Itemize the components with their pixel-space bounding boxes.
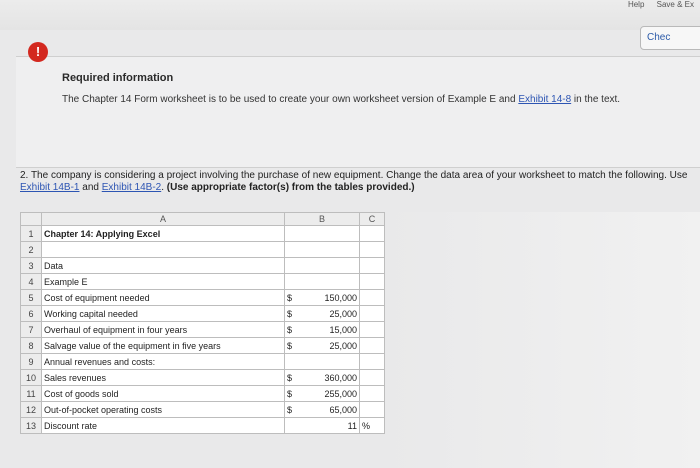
sheet-side-area <box>386 212 700 468</box>
question-text <box>20 170 700 194</box>
cell-b4[interactable] <box>285 274 360 290</box>
dollar-sign: $ <box>287 324 293 335</box>
cell-c8[interactable] <box>360 338 385 354</box>
question-instruction: (Use appropriate factor(s) from the tables provided.) <box>166 182 415 193</box>
cell-b11[interactable] <box>285 386 360 402</box>
cell-c2[interactable] <box>360 242 385 258</box>
cell-c3[interactable] <box>360 258 385 274</box>
column-header-row <box>21 213 385 226</box>
row-number: 2 <box>21 242 42 258</box>
cell-c11[interactable] <box>360 386 385 402</box>
question-and: and <box>79 182 102 193</box>
info-text-after: in the text. <box>571 94 621 105</box>
row-number: 9 <box>21 354 42 370</box>
column-header-b[interactable]: B <box>285 213 360 226</box>
cell-c13[interactable]: % <box>360 418 385 434</box>
cell-a2[interactable] <box>42 242 285 258</box>
row-number: 8 <box>21 338 42 354</box>
required-info-title: Required information <box>62 72 174 84</box>
cell-c10[interactable] <box>360 370 385 386</box>
cell-value: 255,000 <box>324 388 357 399</box>
cell-b5[interactable] <box>285 290 360 306</box>
table-row <box>21 290 385 306</box>
table-row <box>21 242 385 258</box>
cell-value: 65,000 <box>329 404 357 415</box>
dollar-sign: $ <box>287 388 293 399</box>
row-number: 13 <box>21 418 42 434</box>
column-header-a[interactable]: A <box>42 213 285 226</box>
cell-b6[interactable] <box>285 306 360 322</box>
cell-value: 11 <box>347 420 357 431</box>
top-links <box>618 0 694 9</box>
cell-c12[interactable] <box>360 402 385 418</box>
cell-c9[interactable] <box>360 354 385 370</box>
cell-a10[interactable]: Sales revenues <box>42 370 285 386</box>
row-number: 10 <box>21 370 42 386</box>
cell-value: 25,000 <box>329 308 357 319</box>
cell-b7[interactable] <box>285 322 360 338</box>
table-row <box>21 258 385 274</box>
table-row <box>21 370 385 386</box>
table-row <box>21 418 385 434</box>
table-row <box>21 226 385 242</box>
dollar-sign: $ <box>287 340 293 351</box>
question-period: . <box>161 182 167 193</box>
exhibit-14b-2-link[interactable]: Exhibit 14B-2 <box>101 182 162 193</box>
cell-a4[interactable]: Example E <box>42 274 285 290</box>
row-number: 6 <box>21 306 42 322</box>
exhibit-14b-1-link[interactable]: Exhibit 14B-1 <box>20 182 80 193</box>
cell-c1[interactable] <box>360 226 385 242</box>
table-row <box>21 386 385 402</box>
table-row <box>21 354 385 370</box>
cell-b9[interactable] <box>285 354 360 370</box>
table-row <box>21 402 385 418</box>
corner-cell <box>21 213 42 226</box>
dollar-sign: $ <box>287 404 293 415</box>
question-text-main: 2. The company is considering a project involving the purchase of new equipment. Change the data area of your worksheet to match the following. Use <box>20 170 688 181</box>
cell-value: 360,000 <box>324 372 357 383</box>
cell-value: 15,000 <box>329 324 357 335</box>
cell-value: 150,000 <box>324 292 357 303</box>
cell-a1[interactable]: Chapter 14: Applying Excel <box>42 226 285 242</box>
cell-a3[interactable]: Data <box>42 258 285 274</box>
cell-c5[interactable] <box>360 290 385 306</box>
dollar-sign: $ <box>287 292 293 303</box>
top-toolbar <box>0 0 700 30</box>
row-number: 4 <box>21 274 42 290</box>
exhibit-14-8-link[interactable]: Exhibit 14-8 <box>518 94 572 105</box>
cell-a6[interactable]: Working capital needed <box>42 306 285 322</box>
column-header-c[interactable]: C <box>360 213 385 226</box>
alert-icon: ! <box>28 42 48 62</box>
row-number: 11 <box>21 386 42 402</box>
cell-a13[interactable]: Discount rate <box>42 418 285 434</box>
cell-a8[interactable]: Salvage value of the equipment in five years <box>42 338 285 354</box>
cell-a9[interactable]: Annual revenues and costs: <box>42 354 285 370</box>
cell-b2[interactable] <box>285 242 360 258</box>
cell-value: 25,000 <box>329 340 357 351</box>
cell-c4[interactable] <box>360 274 385 290</box>
cell-b13[interactable] <box>285 418 360 434</box>
row-number: 1 <box>21 226 42 242</box>
cell-b8[interactable] <box>285 338 360 354</box>
row-number: 7 <box>21 322 42 338</box>
cell-a12[interactable]: Out-of-pocket operating costs <box>42 402 285 418</box>
cell-a7[interactable]: Overhaul of equipment in four years <box>42 322 285 338</box>
row-number: 12 <box>21 402 42 418</box>
cell-c6[interactable] <box>360 306 385 322</box>
cell-c7[interactable] <box>360 322 385 338</box>
row-number: 3 <box>21 258 42 274</box>
table-row <box>21 306 385 322</box>
cell-b3[interactable] <box>285 258 360 274</box>
check-button[interactable]: Chec <box>640 26 700 50</box>
row-number: 5 <box>21 290 42 306</box>
table-row <box>21 322 385 338</box>
cell-b12[interactable] <box>285 402 360 418</box>
cell-a5[interactable]: Cost of equipment needed <box>42 290 285 306</box>
table-row <box>21 274 385 290</box>
cell-b10[interactable] <box>285 370 360 386</box>
dollar-sign: $ <box>287 372 293 383</box>
info-text-before: The Chapter 14 Form worksheet is to be used to create your own worksheet version of Example E and <box>62 94 519 105</box>
dollar-sign: $ <box>287 308 293 319</box>
cell-b1[interactable] <box>285 226 360 242</box>
worksheet-table <box>20 212 385 434</box>
required-info-text <box>62 94 682 106</box>
cell-a11[interactable]: Cost of goods sold <box>42 386 285 402</box>
save-exit-link[interactable]: Save & Ex <box>656 0 694 9</box>
help-link[interactable]: Help <box>627 0 645 9</box>
table-row <box>21 338 385 354</box>
